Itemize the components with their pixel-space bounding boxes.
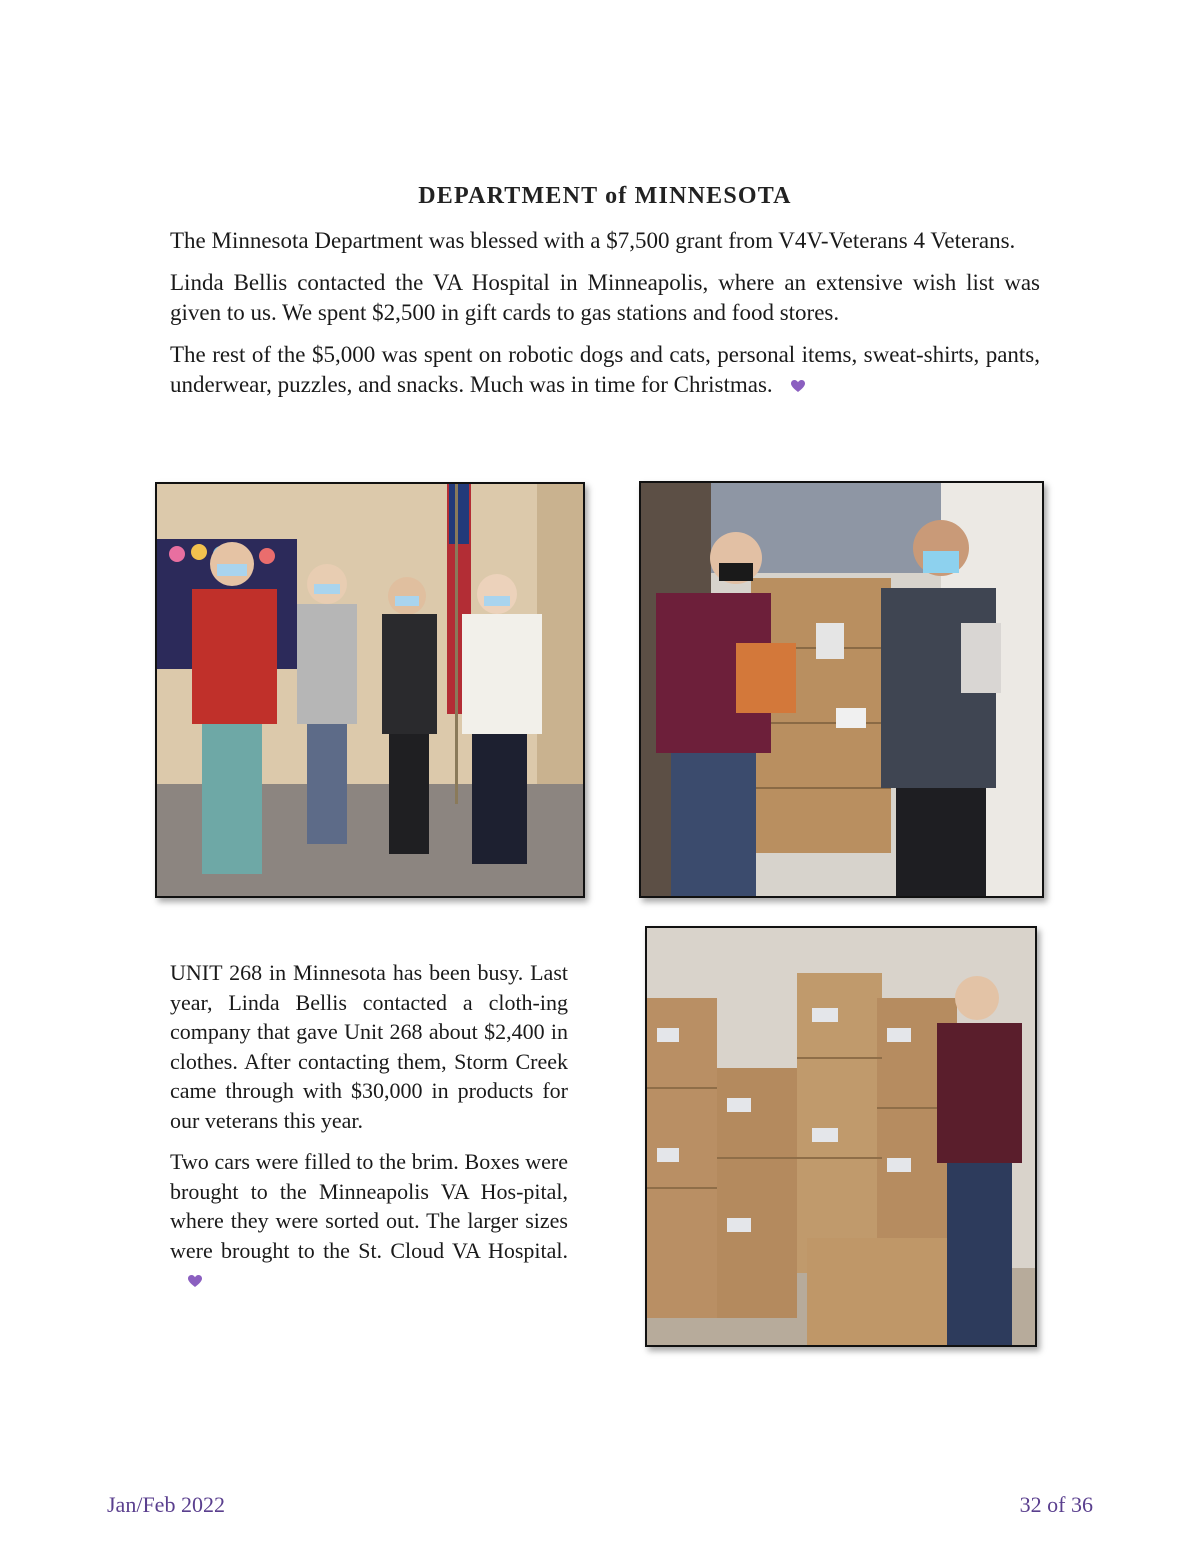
heart-icon bbox=[791, 380, 805, 393]
heart-icon bbox=[188, 1275, 202, 1288]
article-title: DEPARTMENT of MINNESOTA bbox=[418, 183, 792, 209]
paragraph-items: The rest of the $5,000 was spent on robotic dogs and cats, personal items, sweat-shirts, pants, underwear, puzzles, and snacks. Much was in time for Christmas. bbox=[170, 342, 1040, 397]
photo-boxes-pair bbox=[639, 481, 1044, 898]
paragraph-unit-268: UNIT 268 in Minnesota has been busy. Last year, Linda Bellis contacted a cloth-ing company that gave Unit 268 about $2,400 in clothes. After contacting them, Storm Creek came through with $30,000 in products for our veterans this year. bbox=[170, 960, 568, 1133]
photo-gift-cards bbox=[155, 482, 585, 898]
paragraph-wishlist: Linda Bellis contacted the VA Hospital in Minneapolis, where an extensive wish list was given to us. We spent $2,500 in gift cards to gas stations and food stores. bbox=[170, 270, 1040, 325]
article-body bbox=[170, 226, 1040, 412]
paragraph-delivery: Two cars were filled to the brim. Boxes were brought to the Minneapolis VA Hos-pital, where they were sorted out. The larger sizes were brought to the St. Cloud VA Hospital. bbox=[170, 1147, 568, 1295]
paragraph-grant: The Minnesota Department was blessed with a $7,500 grant from V4V-Veterans 4 Veterans. bbox=[170, 228, 1016, 253]
footer-page-number: 32 of 36 bbox=[1019, 1492, 1093, 1517]
footer-issue-date: Jan/Feb 2022 bbox=[107, 1492, 225, 1517]
unit-268-text bbox=[170, 958, 568, 1307]
photo-stacked-boxes bbox=[645, 926, 1037, 1347]
